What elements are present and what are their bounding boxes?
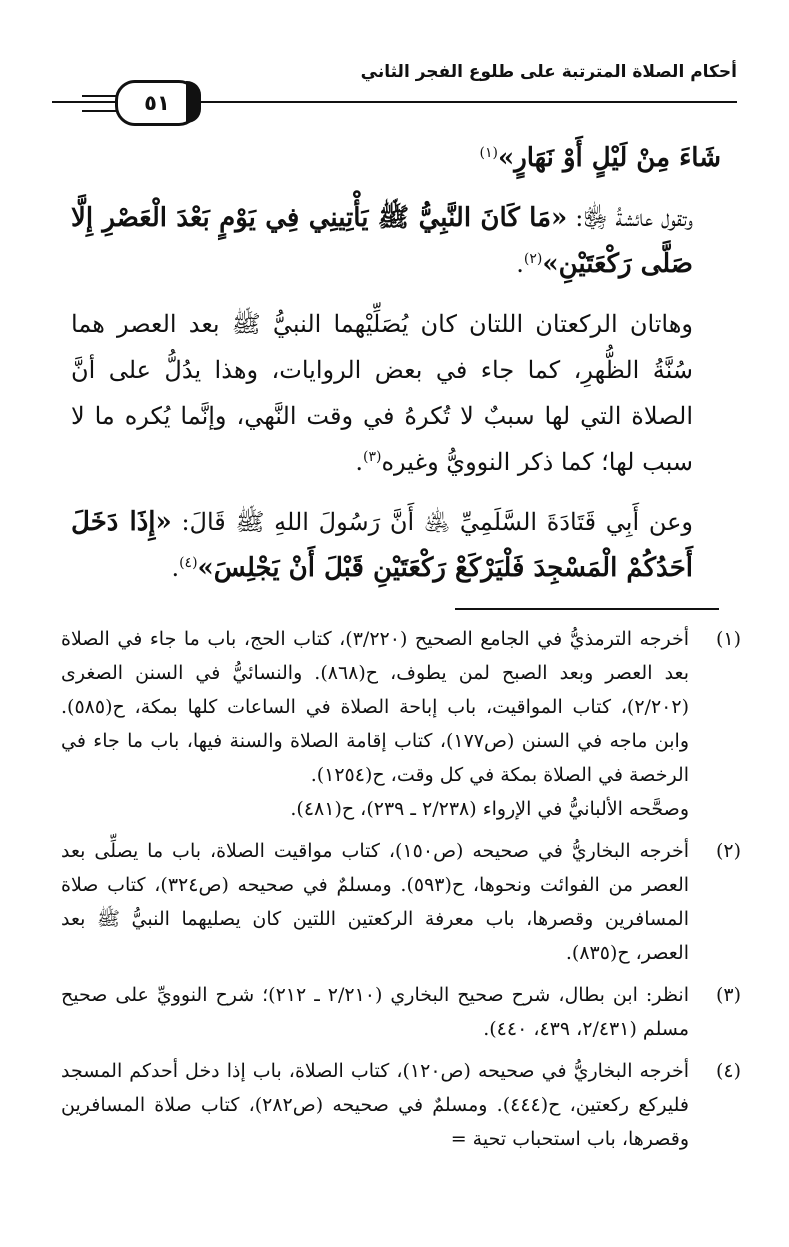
footnote-ref: (٢) — [523, 251, 543, 267]
paragraph-aisha — [71, 195, 721, 287]
narration-intro: وعن أَبِي قَتَادَةَ السَّلَمِيِّ ﵁ أَنَّ رَسُولَ اللهِ ﷺ قَالَ: — [171, 508, 693, 536]
footnote-number: (٤) — [715, 1060, 741, 1082]
period: . — [171, 554, 180, 582]
hadith-text: شَاءَ مِنْ لَيْلٍ أَوْ نَهَارٍ» — [497, 143, 721, 173]
running-title: أحكام الصلاة المترتبة على طلوع الفجر الثاني — [360, 62, 737, 82]
footnote-line: أخرجه الترمذيُّ في الجامع الصحيح (٣/٢٢٠)، كتاب الحج، باب ما جاء في الصلاة بعد العصر وبعد الصبح لمن يطوف، ح(٨٦٨). والنسائيُّ في السنن الصغرى (٢/٢٠٢)، كتاب المواقيت، باب إباحة الصلاة في الساعات كلها بمكة، ح(٥٨٥). وابن ماجه في السنن (ص١٧٧)، كتاب إقامة الصلاة والسنة فيها، باب ما جاء في الرخصة في الصلاة بمكة في كل وقت، ح(١٢٥٤). — [61, 628, 689, 786]
period: . — [516, 250, 524, 278]
footnote-number: (٢) — [715, 840, 741, 862]
footnote-divider — [455, 608, 719, 610]
footnote-3 — [61, 978, 741, 1046]
paragraph-explanation — [71, 301, 721, 485]
hadith-text: «مَا كَانَ النَّبِيُّ ﷺ يَأْتِينِي فِي يَوْمٍ بَعْدَ الْعَصْرِ إِلَّا صَلَّى رَكْعَتَيْنِ» — [71, 203, 693, 279]
header-ornament-lines — [82, 95, 116, 112]
paragraph-continuation — [71, 135, 721, 181]
narration-intro: وتقول عائشةُ ﵂: — [567, 204, 693, 232]
explanation-text: وهاتان الركعتان اللتان كان يُصَلِّيْهما النبيُّ ﷺ بعد العصر هما سُنَّةُ الظُّهرِ، كما جاء في بعض الروايات، وهذا يدُلُّ على أنَّ الصلاة التي لها سببٌ لا تُكرهُ في وقت النَّهي، وإنَّما يُكره ما لا سبب لها؛ كما ذكر النوويُّ وغيره — [71, 310, 693, 476]
footnote-body — [61, 622, 689, 826]
footnotes — [61, 622, 741, 1164]
footnote-line: انظر: ابن بطال، شرح صحيح البخاري (٢/٢١٠ ـ ٢١٢)؛ شرح النوويِّ على صحيح مسلم (٢/٤٣١، ٤٣٩، ٤٤٠). — [61, 984, 689, 1040]
footnote-ref: (١) — [479, 145, 498, 161]
footnote-4 — [61, 1054, 741, 1156]
page-number: ٥١ — [115, 80, 199, 126]
footnote-line: أخرجه البخاريُّ في صحيحه (ص١٢٠)، كتاب الصلاة، باب إذا دخل أحدكم المسجد فليركع ركعتين، ح(٤٤٤). ومسلمٌ في صحيحه (ص٢٨٢)، كتاب صلاة المسافرين وقصرها، باب استحباب تحية = — [61, 1060, 690, 1150]
footnote-1 — [61, 622, 741, 826]
period: . — [355, 448, 363, 476]
footnote-number: (٣) — [715, 984, 741, 1006]
hadith-text: «إِذَا دَخَلَ أَحَدُكُمْ الْمَسْجِدَ فَلْيَرْكَعْ رَكْعَتَيْنِ قَبْلَ أَنْ يَجْلِسَ» — [71, 507, 693, 583]
footnote-2 — [61, 834, 741, 970]
footnote-body — [61, 834, 689, 970]
footnote-body — [61, 978, 689, 1046]
footnote-ref: (٤) — [179, 555, 198, 571]
footnote-ref: (٣) — [362, 449, 382, 465]
main-text — [71, 135, 721, 591]
footnote-number: (١) — [715, 628, 741, 650]
page-number-box-cap — [186, 81, 201, 123]
footnote-line: وصحَّحه الألبانيُّ في الإرواء (٢/٢٣٨ ـ ٢٣٩)، ح(٤٨١). — [290, 798, 689, 820]
footnote-body — [61, 1054, 689, 1156]
footnote-line: أخرجه البخاريُّ في صحيحه (ص١٥٠)، كتاب مواقيت الصلاة، باب ما يصلِّى بعد العصر من الفوائت ونحوها، ح(٥٩٣). ومسلمٌ في صحيحه (ص٣٢٤)، كتاب صلاة المسافرين وقصرها، باب معرفة الركعتين اللتين كان يصليهما النبيُّ ﷺ بعد العصر، ح(٨٣٥). — [61, 840, 690, 964]
paragraph-abu-qatada — [71, 499, 721, 591]
